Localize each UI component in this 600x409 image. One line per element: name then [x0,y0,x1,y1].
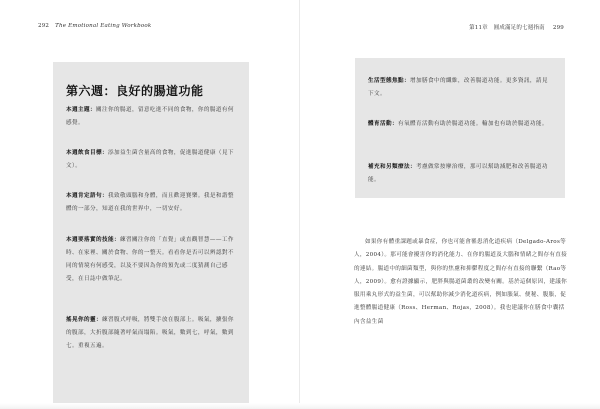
box-title: 第六週：良好的腸道功能 [66,84,204,98]
section-text: 練習腹式呼吸，將雙手放在腹部上。吸氣，擴張你的腹部，大折腹部隨著呼氣而塌陷。吸氣，數到七，呼氣，數到七。重複五遍。 [66,317,234,349]
section-label: 本週要落實的技能： [66,237,120,243]
left-running-head [38,23,151,29]
section-alternative [368,161,551,187]
section-exercise [368,118,551,131]
section-theme [66,104,237,130]
section-skill [66,234,237,286]
right-page-number: 299 [552,25,564,31]
section-lifestyle [368,75,551,101]
section-text: 考慮做常按摩治療，那可以幫助減肥和改善腸道功能。 [368,164,548,183]
section-label: 搖晃你的靈： [66,317,102,323]
right-page [300,0,600,409]
book-title: The Emotional Eating Workbook [55,23,152,29]
section-label: 本週肯定語句： [66,193,108,199]
section-diet-goal [66,147,237,173]
chapter-title: 第11章 圓成滿足的七週指南 [469,25,545,31]
section-breathing [66,314,237,353]
page-bottom-edge [0,403,600,409]
section-affirmation [66,190,237,216]
lifestyle-box [355,58,565,198]
week-six-box [53,62,249,405]
body-text: 如果你有體重課題或暴食症，你也可能會罹患消化道疾病（Delgado-Aros等人，2004）。那可能會擾害你的消化能力、在你的腸道及大腦和情緒之間存有直接的連結。腸道中的細菌類型，與你的焦慮和抑鬱程度之間存有直接的聯繫（Rao等人，2009）。愈有證據顯示，肥胖與腸道菌叢的改變有關。基於這個原因，建議你服用乘丸形式的益生菌，可以幫助你減少消化道疾病，例如脹氣、便秘、腹脹，促進整體腸道健康（Ross、Herman、Rojas，2008）。我也建議你在膳食中囊括內含益生菌 [354,239,568,325]
right-running-head [469,23,564,31]
section-text: 我致敬頭腦和身體，而且歡迎賽樂。我是和諧整體的一部分，知道在我的世界中，一切安好。 [66,193,234,212]
section-label: 本週主題： [66,107,96,113]
left-page-number: 292 [38,23,50,29]
section-label: 生活型態焦點： [368,78,410,84]
section-text: 增加膳食中的纖維，改善腸道功能。更多資訊，請見下文。 [368,78,548,97]
section-text: 有氧體育活動有助於腸道功能。輸加也有助於腸道功能。 [397,121,548,127]
section-text: 關注你的腸道，留意吃進不同的食物，你的腸道有何感覺。 [66,107,234,126]
section-text: 添加益生菌含量高的食物，促進腸道健康（見下文）。 [66,150,234,169]
section-text: 練習關注你的「直覺」或直觀智慧——工作時、在家裡、關於食物、你的一整天。看看你是否可以辨認對不同的情境有何感受，以及不要因為你的預先或二度猜測自己感受，在日誌中做筆記。 [66,237,234,282]
body-paragraph [354,236,569,329]
section-label: 體育活動： [368,121,398,127]
section-label: 補充和另類療法： [368,164,416,170]
section-label: 本週飲食目標： [66,150,108,156]
